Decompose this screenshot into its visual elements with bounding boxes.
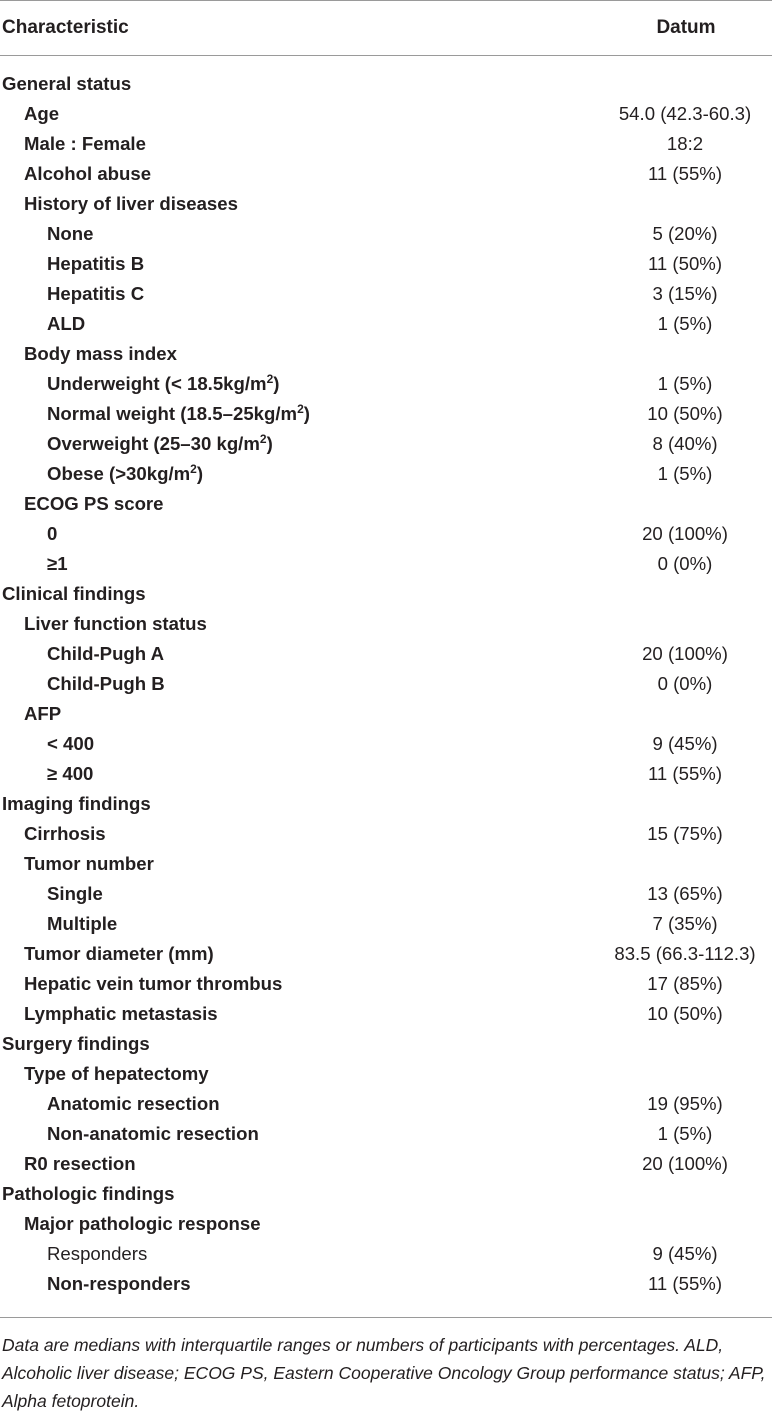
row-label — [0, 493, 590, 515]
row-value: 5 (20%) — [652, 223, 718, 244]
row-label-text: R0 resection — [24, 1153, 136, 1174]
table-row — [0, 129, 772, 159]
row-label-text: Major pathologic response — [24, 1213, 261, 1234]
row-label — [0, 223, 590, 245]
row-label-text: Hepatitis C — [47, 283, 145, 304]
row-label — [0, 402, 590, 425]
row-value: 20 (100%) — [642, 1153, 728, 1174]
table-row — [0, 339, 772, 369]
table-row — [0, 1029, 772, 1059]
table-row — [0, 849, 772, 879]
row-label — [0, 973, 590, 995]
table-row — [0, 729, 772, 759]
row-label-text: Hepatic vein tumor thrombus — [24, 973, 283, 994]
row-value: 54.0 (42.3-60.3) — [618, 103, 752, 124]
row-label — [0, 1123, 590, 1145]
row-value: 8 (40%) — [652, 433, 718, 454]
row-label — [0, 823, 590, 845]
table-row — [0, 1059, 772, 1089]
row-label-text: AFP — [24, 703, 62, 724]
table-row — [0, 879, 772, 909]
table-row — [0, 519, 772, 549]
row-value: 3 (15%) — [652, 283, 718, 304]
table-row — [0, 429, 772, 459]
row-label-superscript: 2 — [297, 402, 304, 417]
row-label-text: Cirrhosis — [24, 823, 106, 844]
header-datum: Datum — [656, 17, 716, 38]
row-label-suffix: ) — [196, 463, 204, 485]
table-row — [0, 369, 772, 399]
row-label — [0, 1093, 590, 1115]
table-row — [0, 309, 772, 339]
row-label — [0, 372, 590, 395]
row-label-text: Obese (>30kg/m — [47, 463, 191, 485]
row-label-text: 0 — [47, 523, 58, 544]
row-value: 13 (65%) — [647, 883, 723, 904]
table-row — [0, 279, 772, 309]
table-row — [0, 399, 772, 429]
row-label-text: Underweight (< 18.5kg/m — [47, 373, 267, 395]
table-row — [0, 579, 772, 609]
table-row — [0, 219, 772, 249]
row-label-text: Lymphatic metastasis — [24, 1003, 218, 1024]
table-row — [0, 1119, 772, 1149]
row-value: 11 (55%) — [647, 163, 723, 184]
row-label-superscript: 2 — [259, 432, 267, 447]
row-label-text: Imaging findings — [2, 793, 151, 814]
table-row — [0, 69, 772, 99]
row-label-text: Multiple — [47, 913, 118, 934]
table-row — [0, 489, 772, 519]
row-label — [0, 583, 590, 605]
row-label — [0, 793, 590, 815]
row-label — [0, 133, 590, 155]
row-label — [0, 1153, 590, 1175]
table-row — [0, 1239, 772, 1269]
row-label-text: Normal weight (18.5–25kg/m — [47, 403, 298, 425]
row-label-text: History of liver diseases — [24, 193, 238, 214]
row-label-text: Male : Female — [24, 133, 146, 154]
row-value: 10 (50%) — [647, 1003, 723, 1024]
row-value: 15 (75%) — [647, 823, 723, 844]
row-label-text: Hepatitis B — [47, 253, 145, 274]
row-label — [0, 733, 590, 755]
row-label — [0, 613, 590, 635]
table-row — [0, 819, 772, 849]
row-label-text: Clinical findings — [2, 583, 146, 604]
table-row — [0, 909, 772, 939]
header-characteristic: Characteristic — [2, 17, 129, 38]
row-label-text: Body mass index — [24, 343, 177, 364]
row-label — [0, 673, 590, 695]
row-label — [0, 1003, 590, 1025]
row-label — [0, 1033, 590, 1055]
row-label-suffix: ) — [266, 433, 273, 455]
row-value: 18:2 — [666, 133, 704, 154]
row-label — [0, 1273, 590, 1295]
row-label-text: Type of hepatectomy — [24, 1063, 209, 1084]
table-row — [0, 939, 772, 969]
row-label-text: None — [47, 223, 94, 244]
row-label-superscript: 2 — [190, 462, 197, 477]
table-row — [0, 1269, 772, 1299]
row-label-text: Tumor number — [24, 853, 154, 874]
row-label-text: ECOG PS score — [24, 493, 164, 514]
row-label-text: General status — [2, 73, 132, 94]
row-value: 1 (5%) — [657, 373, 713, 394]
row-label — [0, 283, 590, 305]
row-label-text: Surgery findings — [2, 1033, 150, 1054]
row-label — [0, 1243, 590, 1265]
row-label-text: Child-Pugh A — [47, 643, 165, 664]
row-label — [0, 103, 590, 125]
table-row — [0, 1209, 772, 1239]
row-value: 7 (35%) — [652, 913, 718, 934]
table-footnote: Data are medians with interquartile ranges or numbers of participants with percentages. ALD, Alcoholic liver disease; ECOG PS, Eastern Cooperative Oncology Group performance status; AFP, Alpha fetoprotein. — [2, 1335, 766, 1411]
table-row — [0, 249, 772, 279]
row-label-text: Alcohol abuse — [24, 163, 152, 184]
row-label-text: Pathologic findings — [2, 1183, 175, 1204]
table-row — [0, 549, 772, 579]
table-row — [0, 789, 772, 819]
table-row — [0, 969, 772, 999]
row-label — [0, 553, 590, 575]
row-value: 0 (0%) — [657, 553, 713, 574]
row-label-text: Child-Pugh B — [47, 673, 165, 694]
row-label-superscript: 2 — [266, 372, 274, 387]
row-value: 11 (55%) — [647, 763, 723, 784]
table-row — [0, 999, 772, 1029]
row-value: 11 (55%) — [647, 1273, 723, 1294]
row-label — [0, 253, 590, 275]
row-label-text: Overweight (25–30 kg/m — [47, 433, 260, 455]
row-label-suffix: ) — [273, 373, 280, 395]
table-row — [0, 1179, 772, 1209]
row-label-text: ≥1 — [47, 553, 68, 574]
table-row — [0, 159, 772, 189]
row-label-text: Non-anatomic resection — [47, 1123, 259, 1144]
row-label — [0, 913, 590, 935]
row-label — [0, 643, 590, 665]
row-value: 1 (5%) — [657, 1123, 713, 1144]
row-label-text: ≥ 400 — [47, 763, 94, 784]
table-row — [0, 699, 772, 729]
row-value: 9 (45%) — [652, 1243, 718, 1264]
row-label-text: Liver function status — [24, 613, 207, 634]
row-label-text: Single — [47, 883, 103, 904]
table-row — [0, 99, 772, 129]
row-label — [0, 1183, 590, 1205]
row-label-text: < 400 — [47, 733, 95, 754]
row-label — [0, 763, 590, 785]
row-value: 0 (0%) — [657, 673, 713, 694]
row-label — [0, 853, 590, 875]
row-value: 1 (5%) — [657, 313, 713, 334]
row-label — [0, 193, 590, 215]
row-label-suffix: ) — [303, 403, 310, 425]
row-label — [0, 943, 590, 965]
row-value: 20 (100%) — [642, 643, 728, 664]
row-value: 10 (50%) — [647, 403, 723, 424]
row-value: 83.5 (66.3-112.3) — [614, 943, 756, 964]
row-label — [0, 462, 590, 485]
row-value: 19 (95%) — [647, 1093, 723, 1114]
row-label — [0, 432, 590, 455]
row-label — [0, 313, 590, 335]
row-label — [0, 343, 590, 365]
table-header — [0, 0, 772, 56]
table-row — [0, 1149, 772, 1179]
table-row — [0, 459, 772, 489]
table-row — [0, 189, 772, 219]
row-value: 1 (5%) — [657, 463, 713, 484]
row-label — [0, 703, 590, 725]
row-label-text: Responders — [47, 1243, 148, 1264]
row-label-text: ALD — [47, 313, 86, 334]
row-label — [0, 73, 590, 95]
row-label — [0, 883, 590, 905]
row-label — [0, 1063, 590, 1085]
table-body — [0, 56, 772, 1299]
row-label — [0, 1213, 590, 1235]
row-label — [0, 523, 590, 545]
table-row — [0, 669, 772, 699]
row-value: 17 (85%) — [647, 973, 723, 994]
row-value: 20 (100%) — [642, 523, 728, 544]
row-label-text: Non-responders — [47, 1273, 191, 1294]
table-row — [0, 1089, 772, 1119]
row-label-text: Tumor diameter (mm) — [24, 943, 214, 964]
row-label-text: Anatomic resection — [47, 1093, 220, 1114]
table-row — [0, 609, 772, 639]
row-label-text: Age — [24, 103, 60, 124]
row-value: 9 (45%) — [652, 733, 718, 754]
row-value: 11 (50%) — [647, 253, 723, 274]
row-label — [0, 163, 590, 185]
table-row — [0, 759, 772, 789]
table-row — [0, 639, 772, 669]
